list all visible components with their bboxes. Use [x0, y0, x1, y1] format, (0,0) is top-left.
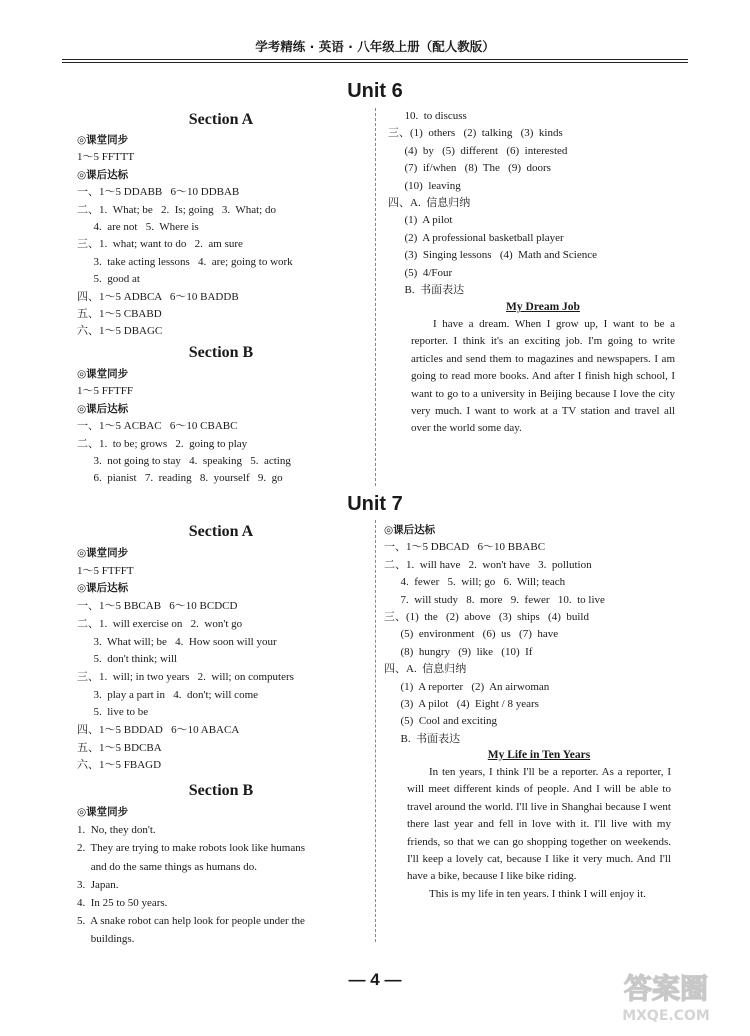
answer-line: 五、1～5 CBABD [77, 308, 162, 320]
subsection-heading: ◎课后达标 [77, 168, 129, 181]
essay-title-my-dream-job: My Dream Job [506, 301, 580, 313]
answer-line: 7. will study 8. more 9. fewer 10. to live [384, 593, 605, 606]
answer-line: (2) A professional basketball player [388, 231, 564, 244]
answer-line: (1) A pilot [388, 214, 453, 227]
answer-line: 一、1～5 DBCAD 6～10 BBABC [384, 541, 546, 554]
answer-line: (3) Singing lessons (4) Math and Science [388, 249, 597, 262]
answer-line: B. 书面表达 [388, 284, 465, 296]
answer-line: and do the same things as humans do. [77, 860, 257, 873]
answer-line: 六、1～5 DBAGC [77, 325, 163, 338]
unit-6-section-b-title: Section B [188, 344, 254, 361]
answer-line: 三、1. what; want to do 2. am sure [77, 238, 243, 251]
watermark-url: MXQE.COM [622, 1008, 710, 1024]
answer-line: buildings. [77, 933, 135, 946]
answer-line: 1～5 FFTTT [77, 151, 135, 164]
unit-7-title: Unit 7 [347, 493, 403, 515]
answer-line: (5) environment (6) us (7) have [384, 628, 559, 641]
unit-7-section-b-title: Section B [188, 782, 254, 799]
running-header: 学考精练 · 英语 · 八年级上册（配人教版） [255, 39, 495, 54]
answer-line: 三、1. will; in two years 2. will; on computers [77, 670, 294, 683]
answer-line: B. 书面表达 [384, 732, 461, 745]
answer-line: 4. fewer 5. will; go 6. Will; teach [384, 576, 566, 589]
page-number: — 4 — [348, 970, 402, 989]
answer-line: 5. don't think; will [77, 653, 178, 666]
answer-line: (7) if/when (8) The (9) doors [388, 162, 551, 175]
essay-paragraph: This is my life in ten years. I think I will enjoy it. [429, 887, 646, 900]
answer-line: 六、1～5 FBAGD [77, 759, 162, 772]
essay-paragraph: I have a dream. When I grow up, I want to be a reporter. I think it's an exciting job. I'm going to write articles and send them to magazines and newspapers. I am going to read more books. And after I finish high school, I want to go to a university in Beijing because I love the city very much. I want to work at a TV station and travel all over the world some day. [411, 318, 675, 435]
answer-line: 三、(1) others (2) talking (3) kinds [388, 127, 563, 140]
answer-line: 4. are not 5. Where is [77, 221, 199, 233]
subsection-heading: ◎课堂同步 [77, 368, 129, 380]
answer-line: 3. Japan. [77, 878, 119, 891]
answer-line: 四、1～5 BDDAD 6～10 ABACA [77, 724, 240, 736]
answer-line: (3) A pilot (4) Eight / 8 years [384, 698, 539, 710]
answer-line: 3. What will; be 4. How soon will your [77, 635, 277, 648]
answer-line: 二、1. will exercise on 2. won't go [77, 617, 243, 630]
subsection-heading: ◎课后达标 [77, 582, 129, 595]
answer-line: (5) 4/Four [388, 266, 453, 279]
column-divider [375, 108, 376, 486]
subsection-heading: ◎课堂同步 [77, 806, 129, 818]
subsection-heading: ◎课后达标 [77, 402, 129, 415]
subsection-heading: ◎课堂同步 [77, 134, 129, 146]
answer-line: 三、(1) the (2) above (3) ships (4) build [384, 611, 589, 623]
header-rule-thin [62, 62, 688, 63]
answer-line: 二、1. What; be 2. Is; going 3. What; do [77, 203, 276, 216]
essay-title-my-life-in-ten-years: My Life in Ten Years [487, 749, 591, 761]
answer-line: 1～5 FTFFT [77, 564, 134, 577]
answer-line: (4) by (5) different (6) interested [388, 144, 568, 157]
unit-7-section-a-title: Section A [188, 523, 254, 540]
answer-line: 5. good at [77, 273, 140, 286]
watermark-text: 答案圈 [623, 972, 709, 1005]
answer-line: 五、1～5 BDCBA [77, 741, 162, 754]
answer-line: 3. play a part in 4. don't; will come [77, 688, 259, 701]
answer-line: 2. They are trying to make robots look like humans [77, 842, 306, 855]
answer-line: 3. take acting lessons 4. are; going to work [77, 255, 293, 268]
answer-line: 6. pianist 7. reading 8. yourself 9. go [77, 472, 283, 485]
answer-line: 1. No, they don't. [77, 824, 156, 837]
answer-line: 二、1. to be; grows 2. going to play [77, 437, 248, 450]
answer-line: 5. live to be [77, 706, 149, 719]
answer-line: (8) hungry (9) like (10) If [384, 645, 533, 658]
unit-6-section-a-title: Section A [188, 111, 254, 128]
column-divider [375, 520, 376, 942]
unit-6-title: Unit 6 [347, 80, 403, 102]
answer-line: (1) A reporter (2) An airwoman [384, 680, 550, 693]
answer-line: 一、1～5 ACBAC 6～10 CBABC [77, 420, 238, 433]
subsection-heading: ◎课堂同步 [77, 547, 129, 559]
answer-line: 四、1～5 ADBCA 6～10 BADDB [77, 290, 239, 303]
essay-paragraph: In ten years, I think I'll be a reporter. As a reporter, I will meet different kinds of people. And I will be able to travel around the world. I'll live in Shanghai because I went there last year and fell in love with it. I'll live with my friends, so that we can go shopping together on weekends. I'll keep a lovely cat, because I like it very much. And I'll have a bike, because I like bike riding. [407, 766, 671, 883]
answer-line: 四、A. 信息归纳 [384, 663, 467, 676]
header-rule [62, 59, 688, 60]
answer-line: 3. not going to stay 4. speaking 5. acting [77, 455, 291, 467]
answer-line: (5) Cool and exciting [384, 715, 498, 728]
answer-line: 二、1. will have 2. won't have 3. pollution [384, 558, 592, 571]
answer-line: 10. to discuss [388, 110, 467, 122]
answer-line: 四、A. 信息归纳 [388, 197, 471, 209]
answer-line: 一、1～5 DDABB 6～10 DDBAB [77, 186, 240, 199]
answer-line: 5. A snake robot can help look for people under the [77, 915, 305, 928]
answer-line: 1～5 FFTFF [77, 385, 133, 398]
essay-my-life-in-ten-years [407, 764, 671, 903]
answer-line: 一、1～5 BBCAB 6～10 BCDCD [77, 600, 238, 613]
answer-line: 4. In 25 to 50 years. [77, 897, 168, 909]
subsection-heading: ◎课后达标 [384, 524, 436, 536]
essay-my-dream-job [411, 316, 675, 438]
answer-line: (10) leaving [388, 179, 461, 192]
watermark-logo [596, 962, 736, 1026]
